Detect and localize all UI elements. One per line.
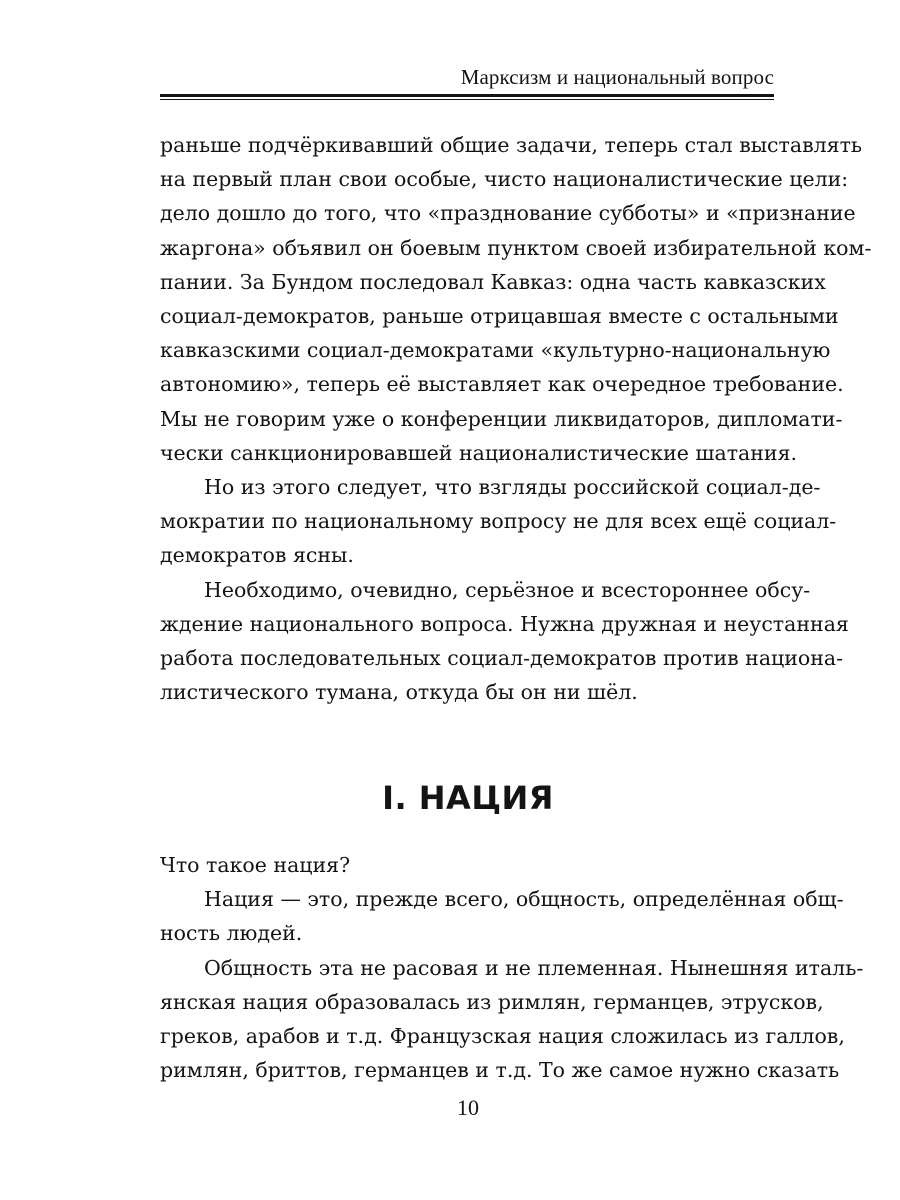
text-line: греков, арабов и т.д. Французская нация сложилась из галлов, bbox=[160, 1024, 845, 1049]
page-number: 10 bbox=[457, 1095, 479, 1120]
text-line: Необходимо, очевидно, серьёзное и всестороннее обсу- bbox=[204, 577, 811, 602]
text-line: Но из этого следует, что взгляды российской социал-де- bbox=[204, 475, 821, 500]
text-line: работа последовательных социал-демократов против национа- bbox=[160, 646, 844, 671]
text-line: Общность эта не расовая и не племенная. Нынешняя италь- bbox=[204, 955, 864, 980]
text-line: Что такое нация? bbox=[160, 853, 351, 877]
text-line: ждение национального вопроса. Нужна дружная и неустанная bbox=[160, 611, 849, 636]
header-rule-thin bbox=[160, 99, 774, 100]
text-line: кавказскими социал-демократами «культурно-национальную bbox=[160, 338, 831, 363]
running-head: Марксизм и национальный вопрос bbox=[460, 65, 774, 89]
header-rule-thick bbox=[160, 94, 774, 97]
text-line: пании. За Бундом последовал Кавказ: одна часть кавказских bbox=[160, 269, 826, 294]
text-line: демократов ясны. bbox=[160, 543, 354, 568]
text-line: автономию», теперь её выставляет как очередное требование. bbox=[160, 372, 844, 397]
text-line: на первый план свои особые, чисто националистические цели: bbox=[160, 167, 849, 192]
text-line: социал-демократов, раньше отрицавшая вместе с остальными bbox=[160, 304, 839, 329]
text-line: дело дошло до того, что «празднование субботы» и «признание bbox=[160, 201, 856, 226]
text-line: жаргона» объявил он боевым пунктом своей избирательной ком- bbox=[160, 235, 872, 260]
text-line: Нация — это, прежде всего, общность, определённая общ- bbox=[204, 887, 844, 912]
body-text-section bbox=[160, 848, 864, 1087]
text-line: чески санкционировавшей националистические шатания. bbox=[160, 440, 798, 465]
text-line: римлян, бриттов, германцев и т.д. То же самое нужно сказать bbox=[160, 1058, 840, 1083]
text-line: ность людей. bbox=[160, 921, 303, 946]
text-line: мократии по национальному вопросу не для всех ещё социал- bbox=[160, 509, 837, 534]
section-heading: I. НАЦИЯ bbox=[382, 779, 554, 817]
text-line: янская нация образовалась из римлян, германцев, этрусков, bbox=[160, 989, 824, 1014]
text-line: Мы не говорим уже о конференции ликвидаторов, дипломати- bbox=[160, 406, 843, 431]
text-line: листического тумана, откуда бы он ни шёл. bbox=[160, 680, 638, 705]
body-text-top bbox=[160, 128, 872, 709]
text-line: раньше подчёркивавший общие задачи, теперь стал выставлять bbox=[160, 133, 863, 157]
